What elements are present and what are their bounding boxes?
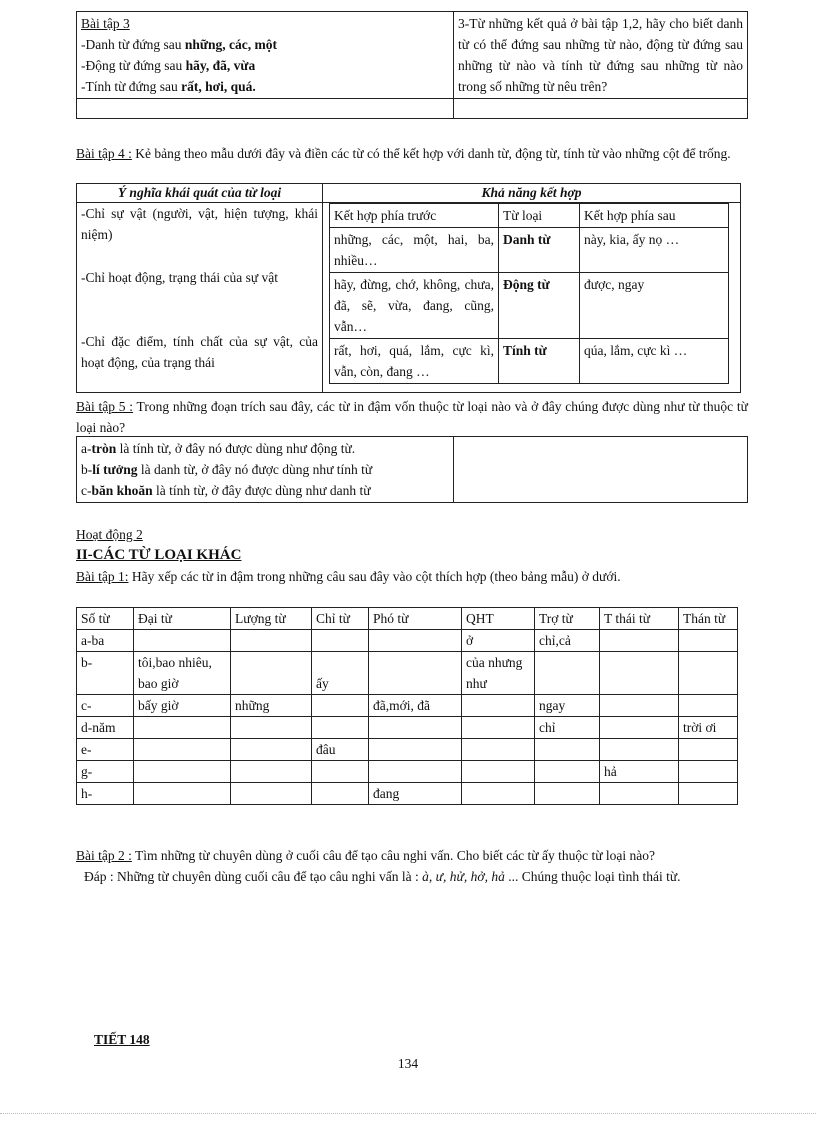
- bt1-text: Hãy xếp các từ in đậm trong những câu sau đây vào cột thích hợp (theo bảng mẫu) ở dưới.: [128, 569, 621, 584]
- bt2-block: [76, 845, 748, 887]
- table-row: a-ba ở chỉ,cả: [77, 630, 738, 652]
- bt3-right-text: 3-Từ những kết quả ở bài tập 1,2, hãy cho biết danh từ có thể đứng sau những từ nào, động từ đứng sau những từ nào và tính từ đứng sau những từ nào trong số những từ nêu trên?: [458, 16, 743, 94]
- bt4-table: [76, 183, 741, 393]
- bt2-answer: Đáp : Những từ chuyên dùng cuối câu để tạo câu nghi vấn là : à, ư, hử, hở, hả ... Chúng thuộc loại tình thái từ.: [84, 869, 681, 884]
- page-divider: [0, 1113, 816, 1114]
- header-cell: Thán từ: [679, 608, 738, 630]
- header-cell: Phó từ: [369, 608, 462, 630]
- table-row: h- đang: [77, 783, 738, 805]
- header-cell: Lượng từ: [231, 608, 312, 630]
- bt4-after: được, ngay: [580, 273, 729, 339]
- bt3-table: [76, 11, 748, 119]
- bt4-text: Kẻ bảng theo mẫu dưới đây và điền các từ có thể kết hợp với danh từ, động từ, tính từ vào những cột để trống.: [131, 146, 731, 161]
- activity-block: [76, 524, 748, 587]
- header-cell: T thái từ: [600, 608, 679, 630]
- bt4-label: Bài tập 4 :: [76, 146, 132, 161]
- bt4-combination-cell: [323, 203, 741, 393]
- header-cell: QHT: [462, 608, 535, 630]
- bt1-label: Bài tập 1:: [76, 569, 129, 584]
- bt4-type: Tính từ: [499, 339, 580, 384]
- bt4-col2-header: Khả năng kết hợp: [323, 184, 741, 203]
- page-number: 134: [397, 1056, 419, 1071]
- bt3-left-cell: [77, 12, 454, 99]
- table-row: g- hả: [77, 761, 738, 783]
- bt4-before: hãy, đừng, chớ, không, chưa, đã, sẽ, vừa, đang, cũng, vẫn…: [330, 273, 499, 339]
- bt4-inner-table: [329, 203, 729, 384]
- bt5-table: [76, 436, 748, 503]
- bt5-text: Trong những đoạn trích sau đây, các từ in đậm vốn thuộc từ loại nào và ở đây chúng được dùng như từ thuộc từ loại nào?: [76, 399, 748, 435]
- bt3-line-1: -Danh từ đứng sau những, các, một: [81, 37, 277, 52]
- header-cell: Chỉ từ: [312, 608, 369, 630]
- bt4-col1-header: Ý nghĩa khái quát của từ loại: [77, 184, 323, 203]
- bt4-meaning-3: -Chỉ đặc điểm, tính chất của sự vật, của hoạt động, của trạng thái: [81, 334, 318, 370]
- bt4-prompt: [76, 143, 748, 164]
- bt4-type: Danh từ: [499, 228, 580, 273]
- bt4-row: [330, 339, 729, 384]
- bt4-before: những, các, một, hai, ba, nhiều…: [330, 228, 499, 273]
- bt5-item: c-băn khoăn là tính từ, ở đây được dùng như danh từ: [81, 483, 371, 498]
- bt3-line-2: -Động từ đứng sau hãy, đã, vừa: [81, 58, 256, 73]
- bt3-empty-cell-1: [77, 99, 454, 119]
- bt5-item: a-tròn là tính từ, ở đây nó được dùng như động từ.: [81, 441, 356, 456]
- bt4-type: Động từ: [499, 273, 580, 339]
- bt4-row: [330, 273, 729, 339]
- table-row: c- bấy giờ những đã,mới, đã ngay: [77, 695, 738, 717]
- bt2-label: Bài tập 2 :: [76, 848, 132, 863]
- header-cell: Đại từ: [134, 608, 231, 630]
- bt4-meaning-1: -Chỉ sự vật (người, vật, hiện tượng, khái niệm): [81, 206, 318, 242]
- word-class-table: [76, 607, 738, 805]
- table-row: b- tôi,bao nhiêu, bao giờ ấy của nhưng như: [77, 652, 738, 695]
- activity-label: Hoạt động 2: [76, 527, 143, 542]
- bt5-item: b-lí tưởng là danh từ, ở đây nó được dùng như tính từ: [81, 462, 373, 477]
- bt3-title: Bài tập 3: [81, 16, 130, 31]
- bt2-text: Tìm những từ chuyên dùng ở cuối câu để tạo câu nghi vấn. Cho biết các từ ấy thuộc từ loại nào?: [131, 848, 656, 863]
- word-class-header-row: [77, 608, 738, 630]
- bt5-label: Bài tập 5 :: [76, 399, 134, 414]
- bt5-empty-cell: [454, 437, 748, 503]
- section-heading: II-CÁC TỪ LOẠI KHÁC: [76, 547, 242, 563]
- bt4-subheader-after: Kết hợp phía sau: [580, 204, 729, 228]
- bt4-meaning-2: -Chỉ hoạt động, trạng thái của sự vật: [81, 270, 279, 285]
- header-cell: Số từ: [77, 608, 134, 630]
- table-row: d-năm chỉ trời ơi: [77, 717, 738, 739]
- lesson-heading: TIẾT 148: [94, 1032, 150, 1047]
- bt4-subheader-before: Kết hợp phía trước: [330, 204, 499, 228]
- bt5-prompt: [76, 396, 748, 438]
- bt4-after: qúa, lắm, cực kì …: [580, 339, 729, 384]
- bt4-before: rất, hơi, quá, lắm, cực kì, vẫn, còn, đang …: [330, 339, 499, 384]
- header-cell: Trợ từ: [535, 608, 600, 630]
- bt4-row: [330, 228, 729, 273]
- bt3-line-3: -Tính từ đứng sau rất, hơi, quá.: [81, 79, 256, 94]
- bt4-meanings-cell: [77, 203, 323, 393]
- bt4-subheader-type: Từ loại: [499, 204, 580, 228]
- bt4-after: này, kia, ấy nọ …: [580, 228, 729, 273]
- bt3-empty-cell-2: [454, 99, 748, 119]
- bt5-answer-cell: [77, 437, 454, 503]
- bt3-right-cell: [454, 12, 748, 99]
- table-row: e- đâu: [77, 739, 738, 761]
